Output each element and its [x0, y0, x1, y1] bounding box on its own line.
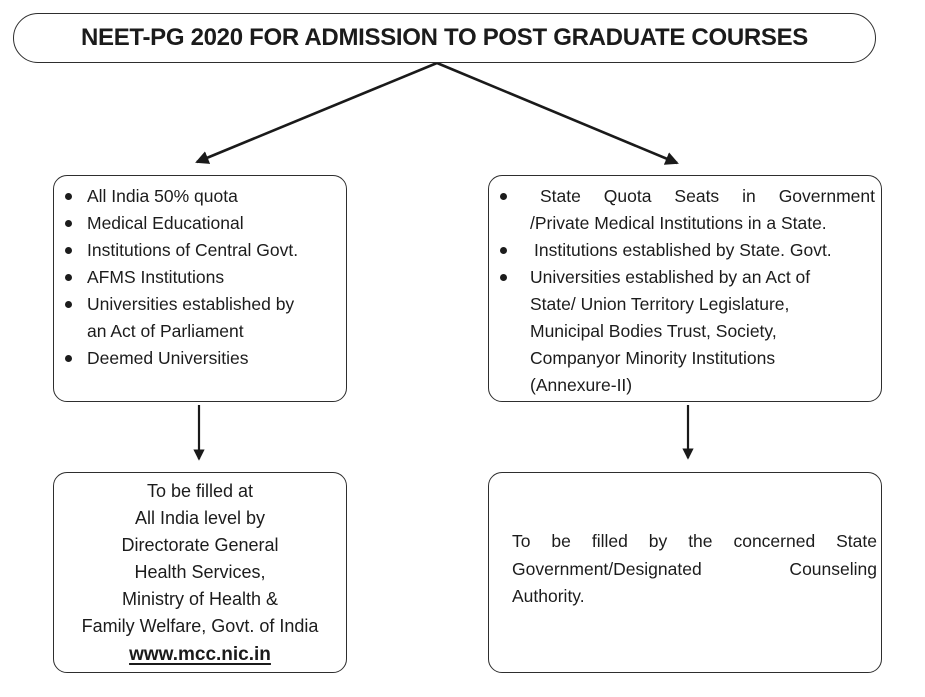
text-line: Companyor Minority Institutions: [530, 348, 776, 368]
bullet-icon: [65, 274, 72, 281]
bullet-icon: [65, 193, 72, 200]
text-line: Directorate General: [121, 534, 279, 555]
text-line: All India 50% quota: [87, 186, 238, 206]
text-line: To be filled at: [146, 480, 254, 501]
state-counseling-box: [488, 472, 882, 673]
bullet-icon: [65, 355, 72, 362]
state-counseling-text: [512, 528, 877, 611]
text-line: an Act of Parliament: [87, 321, 244, 341]
title-box: [13, 13, 876, 63]
text-line: State Quota Seats in Government: [540, 186, 875, 206]
text-line: Ministry of Health &: [121, 588, 279, 609]
state-quota-seats-box: [488, 175, 882, 402]
text-line: Universities established by an Act of: [530, 267, 811, 287]
text-line: State/ Union Territory Legislature,: [530, 294, 790, 314]
bullet-icon: [65, 301, 72, 308]
text-line: (Annexure-II): [530, 375, 633, 395]
text-line: Medical Educational: [87, 213, 244, 233]
list-item: [500, 237, 875, 264]
bullet-icon: [500, 193, 507, 200]
all-india-seats-box: [53, 175, 347, 402]
mcc-website-link[interactable]: www.mcc.nic.in: [129, 643, 271, 665]
text-line: AFMS Institutions: [87, 267, 225, 287]
list-item: [65, 210, 340, 237]
all-india-seats-list: [54, 176, 346, 372]
title-text: NEET-PG 2020 FOR ADMISSION TO POST GRADUATE COURSES: [80, 24, 809, 51]
arrow-title-to-all-india: [197, 63, 437, 162]
bullet-icon: [65, 220, 72, 227]
list-item: [65, 183, 340, 210]
bullet-icon: [500, 247, 507, 254]
state-quota-seats-list: [489, 176, 881, 399]
bullet-icon: [500, 274, 507, 281]
text-line: Authority.: [512, 586, 585, 607]
text-line: Government/Designated Counseling: [512, 558, 877, 579]
list-item: [65, 345, 340, 372]
text-line: Family Welfare, Govt. of India: [81, 615, 319, 636]
text-line: Health Services,: [134, 561, 266, 582]
text-line: Institutions established by State. Govt.: [534, 240, 832, 260]
list-item: [65, 237, 340, 264]
text-line: Municipal Bodies Trust, Society,: [530, 321, 777, 341]
text-line: To be filled by the concerned State: [512, 531, 877, 552]
bullet-icon: [65, 247, 72, 254]
all-india-counseling-box: [53, 472, 347, 673]
text-line: All India level by: [134, 507, 266, 528]
list-item: [500, 264, 875, 399]
list-item: [65, 291, 340, 345]
arrow-title-to-state-quota: [437, 63, 677, 163]
list-item: [65, 264, 340, 291]
text-line: Deemed Universities: [87, 348, 249, 368]
list-item: [500, 183, 875, 237]
text-line: /Private Medical Institutions in a State.: [530, 213, 827, 233]
text-line: Universities established by: [87, 294, 295, 314]
text-line: Institutions of Central Govt.: [87, 240, 299, 260]
